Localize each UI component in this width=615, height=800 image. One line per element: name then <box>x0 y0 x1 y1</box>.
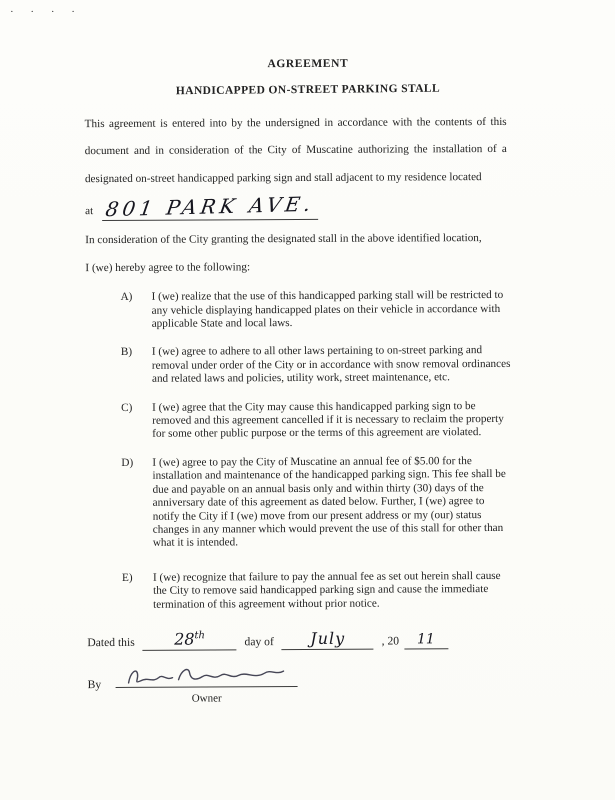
address-prefix-label: at <box>85 205 94 218</box>
agree-intro-line: I (we) hereby agree to the following: <box>85 261 251 275</box>
clause-label: D) <box>121 456 134 469</box>
owner-label: Owner <box>191 692 222 705</box>
handwritten-day-suffix: th <box>194 630 206 642</box>
signature-blank-line <box>116 663 298 688</box>
consideration-line: In consideration of the City granting the designated stall in the above identified location, <box>85 232 482 247</box>
month-blank-line <box>282 630 374 650</box>
handwritten-year: 11 <box>416 631 435 648</box>
address-row <box>85 193 615 222</box>
dated-prefix-label: Dated this <box>87 635 135 650</box>
clause-text: I (we) recognize that failure to pay the annual fee as set out herein shall cause the City to remove said handicapped parking sign and cause the immediate termination of this agreement without prior notice. <box>152 569 501 611</box>
signature-row <box>87 661 615 691</box>
year-prefix-label: , 20 <box>381 634 400 648</box>
handwritten-day: 28th <box>174 629 206 649</box>
clauses-list <box>2 289 615 613</box>
day-blank-line <box>143 630 237 650</box>
handwritten-address: 801 PARK AVE. <box>103 191 317 222</box>
intro-paragraph: This agreement is entered into by the undersigned in accordance with the contents of this document and in consideration of the City of Muscatine authorizing the installation of a designated on-street handicapped parking sign and stall adjacent to my residence located <box>84 115 507 185</box>
clause-text: I (we) agree that the City may cause this handicapped parking sign to be removed and this agreement cancelled if it is necessary to reclaim the property for some other public purpose or the terms of this agreement are violated. <box>152 399 504 441</box>
clause-item-b <box>121 344 615 387</box>
clause-label: E) <box>121 571 133 584</box>
owner-signature-scribble <box>121 663 293 690</box>
document-title: AGREEMENT <box>267 57 349 71</box>
clause-text: I (we) realize that the use of this handicapped parking stall will be restricted to any vehicle displaying handicapped plates on their vehicle in accordance with applicable State and local laws. <box>151 289 504 330</box>
by-label: By <box>87 677 102 692</box>
clause-label: B) <box>120 346 133 359</box>
clause-text: I (we) agree to pay the City of Muscatine an annual fee of $5.00 for the installation and maintenance of the handicapped parking sign. This fee shall be due and payable on an annual basis only and within thirty (30) days of the anniversary date of this agreement as dated below. Further, I (we) agree to notify the City if I (we) move from our present address or my (our) status changes in any manner which would prevent the use of this stall for other than what it is intended. <box>152 454 506 550</box>
document-subtitle: HANDICAPPED ON-STREET PARKING STALL <box>175 82 441 98</box>
address-blank-line <box>102 191 318 222</box>
clause-label: C) <box>121 401 133 414</box>
clause-label: A) <box>120 291 133 304</box>
handwritten-month: July <box>310 628 346 648</box>
scan-artifact-marks: · · · · <box>10 6 82 18</box>
year-blank-line <box>404 632 448 649</box>
clause-text: I (we) agree to adhere to all other laws pertaining to on-street parking and removal under order of the City or in accordance with snow removal ordinances and related laws and policies, utility work, street maintenance, etc. <box>151 344 511 386</box>
dated-row <box>87 628 615 651</box>
clause-item-c <box>121 399 615 442</box>
clause-item-a <box>121 289 615 332</box>
clause-item-d <box>121 454 615 550</box>
dated-connector-label: day of <box>244 635 274 649</box>
clause-item-e <box>122 569 615 612</box>
